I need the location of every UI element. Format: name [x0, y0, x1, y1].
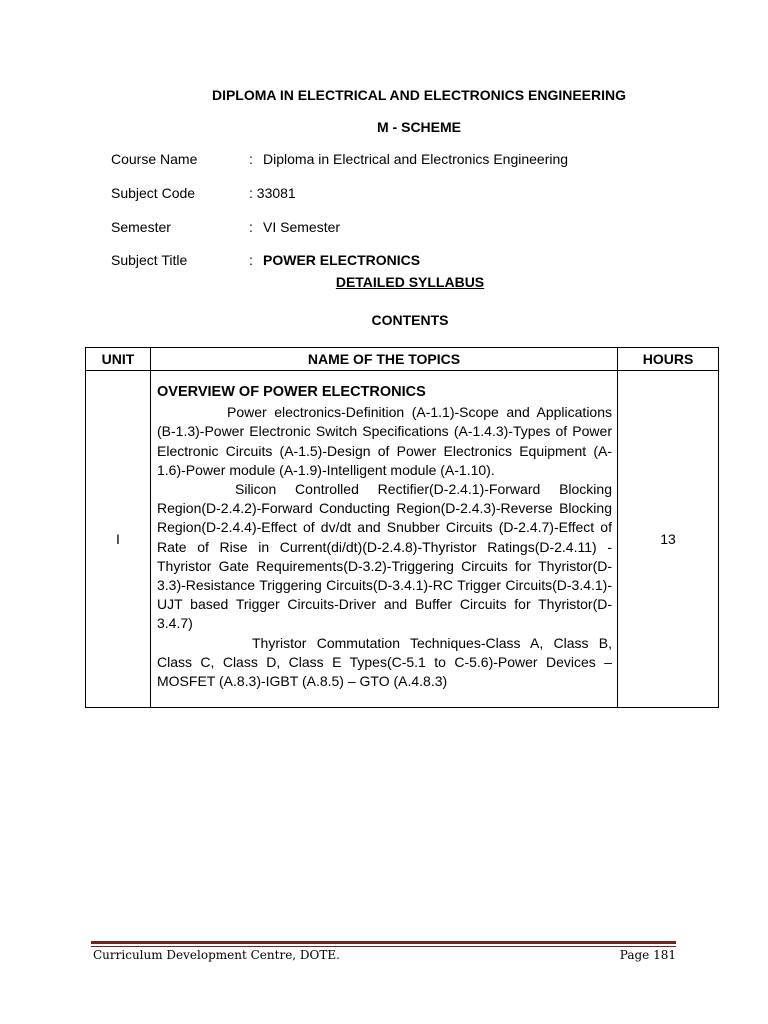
table-row [86, 371, 719, 708]
table-header-row [86, 348, 719, 371]
footer-organization: Curriculum Development Centre, DOTE. [93, 948, 340, 962]
topics-cell [151, 371, 618, 708]
unit-column-header: UNIT [86, 348, 151, 371]
footer-rule-thick [91, 941, 676, 944]
subject-title-label: Subject Title [111, 252, 188, 268]
contents-heading: CONTENTS [371, 312, 449, 328]
course-name-separator: : [249, 151, 253, 167]
subject-code-value: : 33081 [249, 185, 296, 201]
footer-rule-thin [91, 946, 676, 947]
topic-paragraph: Power electronics-Definition (A-1.1)-Scope and Applications (B-1.3)-Power Electronic Switch Specifications (A-1.4.3)-Types of Power Electronic Circuits (A-1.5)-Design of Power Electronics Equipment (A-1.6)-Power module (A-1.9)-Intelligent module (A-1.10). [157, 404, 612, 478]
course-name-value: Diploma in Electrical and Electronics Engineering [263, 151, 569, 167]
semester-separator: : [249, 219, 253, 235]
semester-value: VI Semester [263, 219, 341, 235]
subject-code-label: Subject Code [111, 185, 196, 201]
topic-paragraph: Thyristor Commutation Techniques-Class A, Class B, Class C, Class D, Class E Types(C-5.1 to C-5.6)-Power Devices – MOSFET (A.8.3)-IGBT (A.8.5) – GTO (A.4.8.3) [157, 634, 612, 690]
syllabus-table [85, 347, 719, 708]
course-name-label: Course Name [111, 151, 198, 167]
subject-title-value: POWER ELECTRONICS [263, 252, 421, 268]
page-number: Page 181 [619, 948, 676, 962]
scheme-title: M - SCHEME [377, 119, 461, 135]
topics-column-header: NAME OF THE TOPICS [151, 348, 618, 371]
hours-column-header: HOURS [618, 348, 719, 371]
unit-heading: OVERVIEW OF POWER ELECTRONICS [157, 384, 426, 400]
unit-cell: I [86, 371, 151, 708]
subject-title-separator: : [249, 252, 253, 268]
semester-label: Semester [111, 219, 171, 235]
detailed-syllabus-heading: DETAILED SYLLABUS [335, 274, 485, 290]
document-title: DIPLOMA IN ELECTRICAL AND ELECTRONICS ENGINEERING [211, 87, 627, 103]
hours-cell: 13 [618, 371, 719, 708]
topic-paragraph: Silicon Controlled Rectifier(D-2.4.1)-Forward Blocking Region(D-2.4.2)-Forward Conducting Region(D-2.4.3)-Reverse Blocking Region(D-2.4.4)-Effect of dv/dt and Snubber Circuits (D-2.4.7)-Effect of Rate of Rise in Current(di/dt)(D-2.4.8)-Thyristor Ratings(D-2.4.11) -Thyristor Gate Requirements(D-3.2)-Triggering Circuits for Thyristor(D-3.3)-Resistance Triggering Circuits(D-3.4.1)-RC Trigger Circuits(D-3.4.1)-UJT based Trigger Circuits-Driver and Buffer Circuits for Thyristor(D-3.4.7) [157, 481, 612, 632]
